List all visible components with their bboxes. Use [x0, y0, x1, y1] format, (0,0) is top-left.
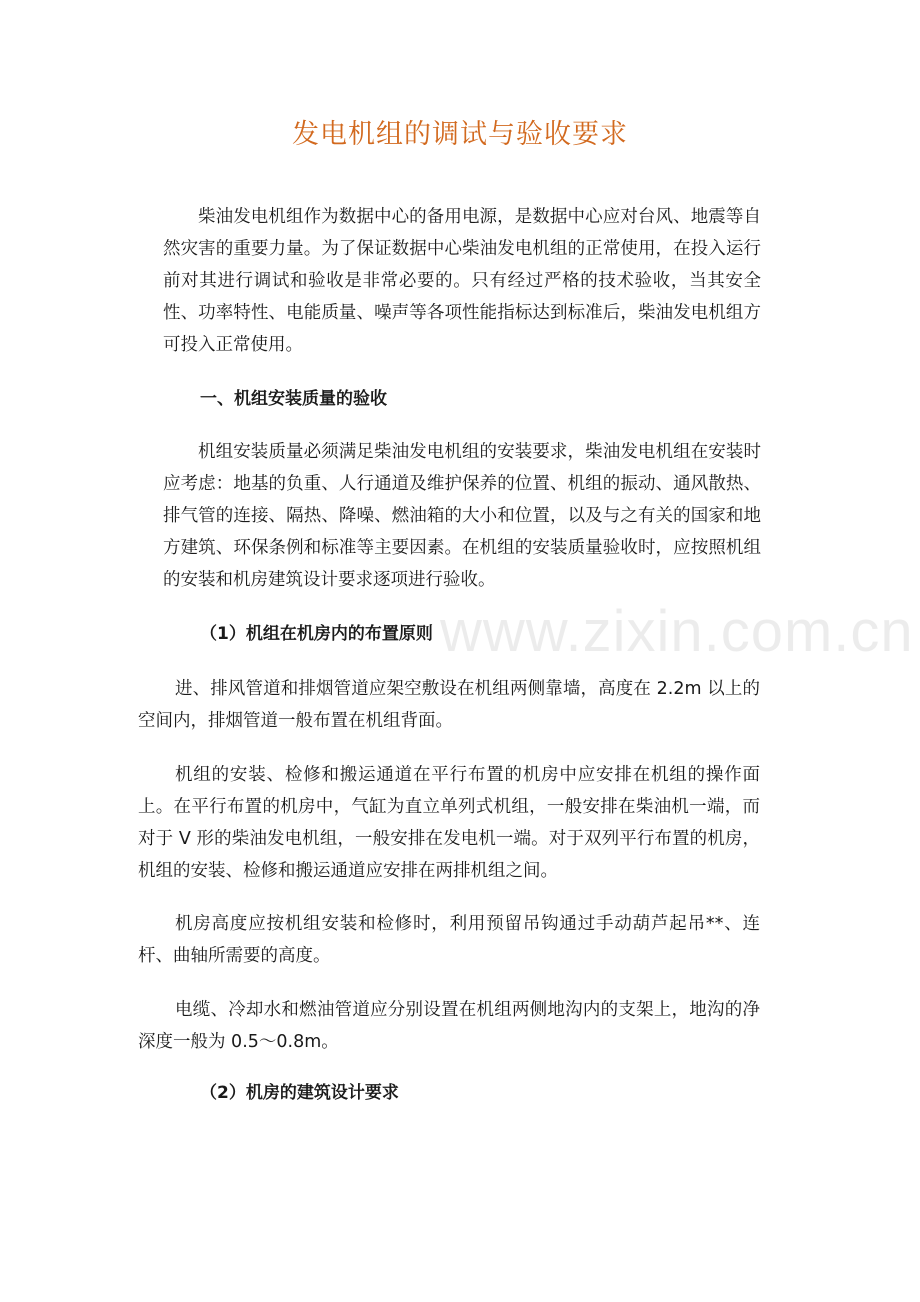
layout-paragraph-passages: 机组的安装、检修和搬运通道在平行布置的机房中应安排在机组的操作面上。在平行布置的机房中，气缸为直立单列式机组，一般安排在柴油机一端，而对于 V 形的柴油发电机组，一般安排在发电机一端。对于双列平行布置的机房，机组的安装、检修和搬运通道应安排在两排机组之间。: [138, 765, 760, 881]
layout-paragraph-room-height: 机房高度应按机组安装和检修时，利用预留吊钩通过手动葫芦起吊**、连杆、曲轴所需要的高度。: [138, 914, 760, 966]
subsection-heading-layout-principles: （1）机组在机房内的布置原则: [200, 624, 433, 644]
section-paragraph-installation-quality: 机组安装质量必须满足柴油发电机组的安装要求，柴油发电机组在安装时应考虑：地基的负重、人行通道及维护保养的位置、机组的振动、通风散热、排气管的连接、隔热、降噪、燃油箱的大小和位置，以及与之有关的国家和地方建筑、环保条例和标准等主要因素。在机组的安装质量验收时，应按照机组的安装和机房建筑设计要求逐项进行验收。: [163, 442, 761, 590]
document-title: 发电机组的调试与验收要求: [292, 119, 628, 150]
layout-paragraph-cable-trench: 电缆、冷却水和燃油管道应分别设置在机组两侧地沟内的支架上，地沟的净深度一般为 0.5～0.8m。: [138, 1000, 760, 1052]
section-heading-installation-quality: 一、机组安装质量的验收: [200, 389, 387, 409]
intro-paragraph: 柴油发电机组作为数据中心的备用电源，是数据中心应对台风、地震等自然灾害的重要力量。为了保证数据中心柴油发电机组的正常使用，在投入运行前对其进行调试和验收是非常必要的。只有经过严格的技术验收，当其安全性、功率特性、电能质量、噪声等各项性能指标达到标准后，柴油发电机组方可投入正常使用。: [163, 207, 761, 355]
subsection-heading-building-design: （2）机房的建筑设计要求: [200, 1083, 399, 1103]
layout-paragraph-ducts: 进、排风管道和排烟管道应架空敷设在机组两侧靠墙，高度在 2.2m 以上的空间内，排烟管道一般布置在机组背面。: [138, 679, 760, 731]
watermark: www.zixin.com.cn: [440, 599, 914, 664]
